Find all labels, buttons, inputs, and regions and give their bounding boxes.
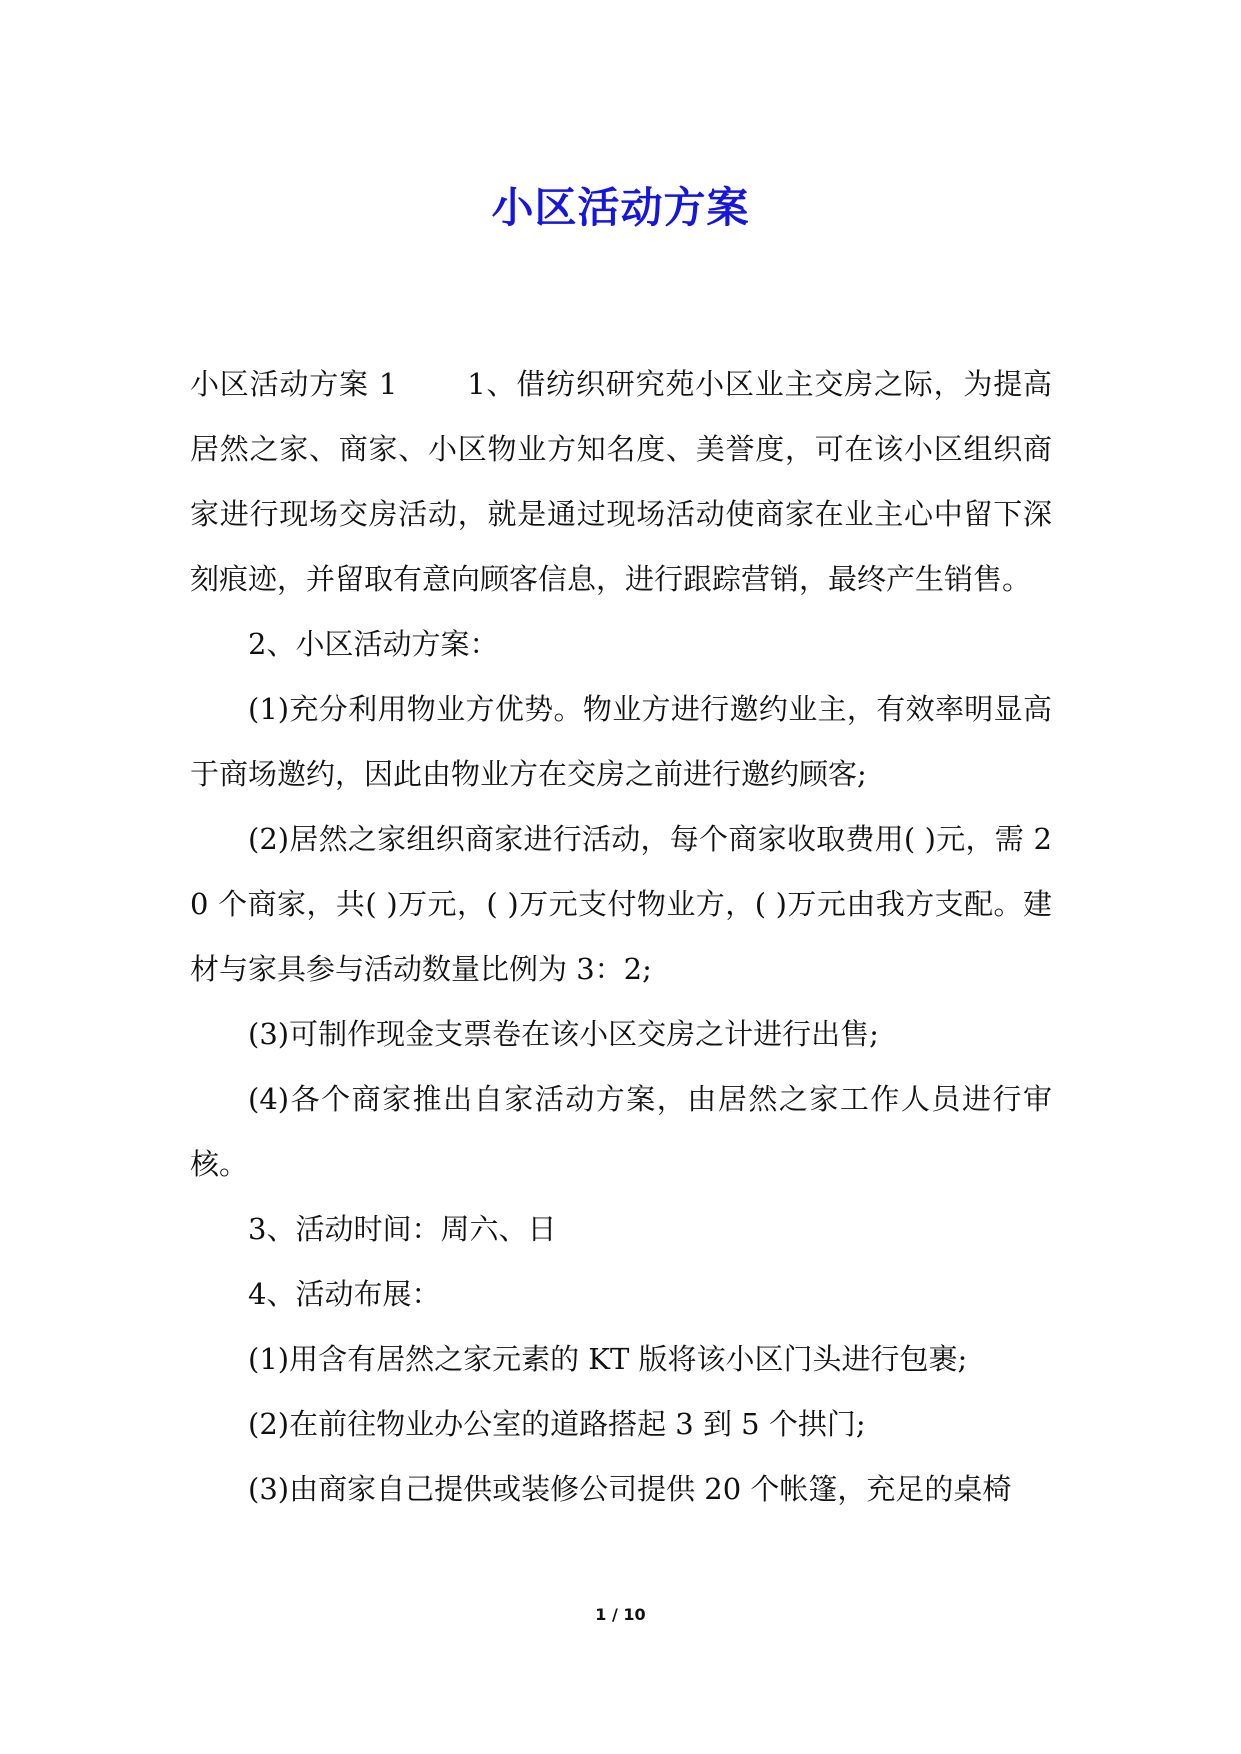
paragraph: 4、活动布展： bbox=[248, 1277, 441, 1311]
document-title: 小区活动方案 bbox=[491, 183, 750, 233]
paragraph: (4)各个商家推出自家活动方案，由居然之家工作人员进行审核。 bbox=[190, 1082, 1052, 1181]
page-number: 1 / 10 bbox=[595, 1605, 646, 1624]
intro-text: 1、借纺织研究苑小区业主交房之际，为提高居然之家、商家、小区物业方知名度、美誉度，可在该小区组织商家进行现场交房活动，就是通过现场活动使商家在业主心中留下深刻痕迹，并留取有意向顾客信息，进行跟踪营销，最终产生销售。 bbox=[190, 367, 1053, 596]
intro-lead: 小区活动方案 1 bbox=[190, 367, 398, 401]
paragraph: (2)居然之家组织商家进行活动，每个商家收取费用( )元，需 20 个商家，共( )万元，( )万元支付物业方，( )万元由我方支配。建材与家具参与活动数量比例为 3：2; bbox=[190, 822, 1052, 986]
paragraph: (3)可制作现金支票卷在该小区交房之计进行出售; bbox=[248, 1017, 879, 1051]
paragraph: (2)在前往物业办公室的道路搭起 3 到 5 个拱门; bbox=[248, 1407, 866, 1441]
intro-paragraph bbox=[190, 352, 1052, 612]
paragraph: (1)用含有居然之家元素的 KT 版将该小区门头进行包裹; bbox=[248, 1342, 968, 1376]
paragraph: (1)充分利用物业方优势。物业方进行邀约业主，有效率明显高于商场邀约，因此由物业方在交房之前进行邀约顾客; bbox=[190, 692, 1052, 791]
document-body bbox=[190, 352, 1052, 1522]
paragraph: 3、活动时间：周六、日 bbox=[248, 1212, 557, 1246]
paragraph: (3)由商家自己提供或装修公司提供 20 个帐篷，充足的桌椅 bbox=[248, 1472, 1012, 1506]
paragraph: 2、小区活动方案： bbox=[248, 627, 499, 661]
